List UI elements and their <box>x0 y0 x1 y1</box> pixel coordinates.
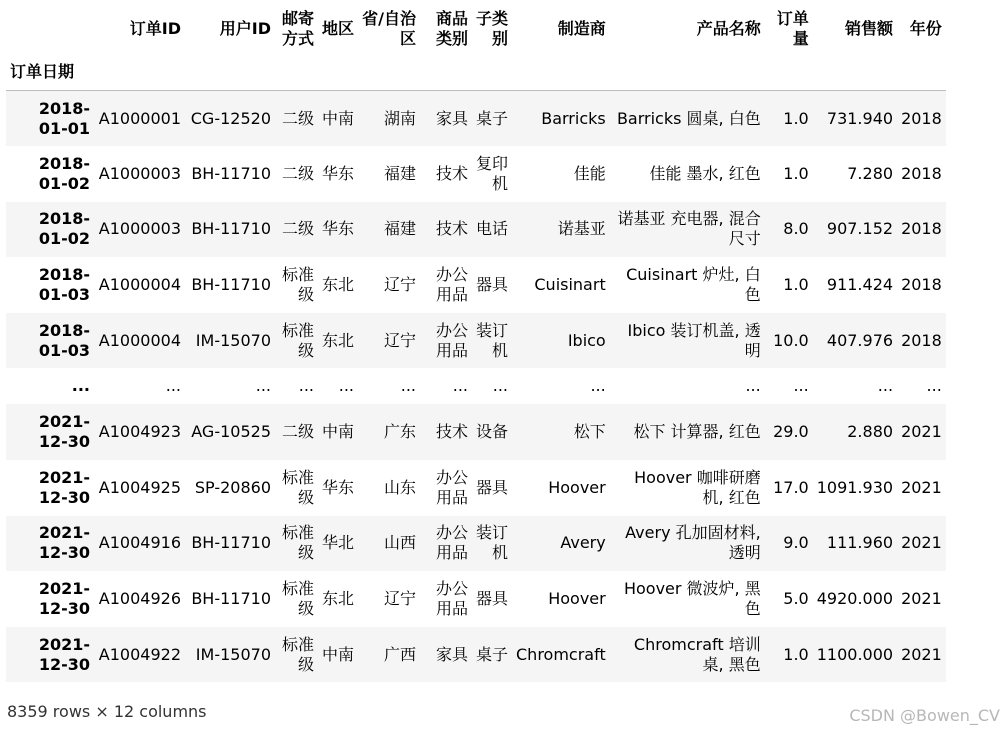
table-cell: 器具 <box>476 477 509 497</box>
table-row <box>6 257 946 313</box>
table-cell: 2021 <box>901 422 942 442</box>
watermark: CSDN @Bowen_CV <box>849 706 1000 725</box>
table-cell: 1.0 <box>783 644 809 664</box>
table-header <box>6 4 946 91</box>
table-row <box>6 516 946 572</box>
table-cell: IM-15070 <box>195 330 271 350</box>
table-cell: A1000001 <box>98 108 181 128</box>
table-cell: 办公用品 <box>435 523 468 563</box>
table-cell: Hoover 咖啡研磨机, 红色 <box>634 467 761 507</box>
table-cell: Hoover <box>548 589 606 609</box>
table-cell: 电话 <box>476 219 509 239</box>
table-cell: A1000004 <box>98 275 181 295</box>
table-cell: 办公用品 <box>435 265 468 305</box>
header-spacer-cell <box>275 54 318 91</box>
table-cell: 1100.000 <box>816 644 894 664</box>
table-cell: ... <box>338 376 354 396</box>
row-index-cell: ... <box>71 376 90 396</box>
table-cell: 17.0 <box>773 477 809 497</box>
table-cell: 1091.930 <box>816 477 894 497</box>
table-cell: Cuisinart 炉灶, 白色 <box>626 265 761 305</box>
table-cell: 7.280 <box>847 163 894 183</box>
table-cell: ... <box>745 376 761 396</box>
table-cell: 办公用品 <box>435 579 468 619</box>
table-cell: 标准级 <box>281 634 314 674</box>
table-cell: 29.0 <box>773 422 809 442</box>
table-cell: 2018 <box>901 108 942 128</box>
column-header: 用户ID <box>219 19 271 38</box>
table-cell: 111.960 <box>826 533 894 553</box>
table-cell: 中南 <box>322 422 355 442</box>
table-cell: 东北 <box>322 589 355 609</box>
row-index-cell: 2021-12-30 <box>38 412 90 452</box>
table-row <box>6 404 946 460</box>
table-cell: A1004922 <box>98 644 181 664</box>
table-cell: 技术 <box>435 163 468 183</box>
table-cell: SP-20860 <box>194 477 271 497</box>
table-cell: Ibico 装订机盖, 透明 <box>627 320 761 360</box>
table-cell: 标准级 <box>281 467 314 507</box>
header-spacer-cell <box>472 54 512 91</box>
table-cell: Ibico <box>567 330 606 350</box>
table-cell: 松下 计算器, 红色 <box>633 422 761 442</box>
table-cell: A1000003 <box>98 163 181 183</box>
table-row <box>6 313 946 369</box>
table-cell: 9.0 <box>783 533 809 553</box>
row-index-cell: 2021-12-30 <box>38 467 90 507</box>
table-cell: 2018 <box>901 163 942 183</box>
table-cell: 二级 <box>281 163 314 183</box>
table-cell: A1004925 <box>98 477 181 497</box>
table-cell: ... <box>255 376 271 396</box>
table-cell: 2021 <box>901 533 942 553</box>
table-cell: 辽宁 <box>383 275 416 295</box>
header-spacer-cell <box>765 54 813 91</box>
header-spacer-cell <box>610 54 765 91</box>
table-cell: Hoover <box>548 477 606 497</box>
table-cell: AG-10525 <box>191 422 271 442</box>
table-cell: BH-11710 <box>191 163 271 183</box>
header-spacer-cell <box>813 54 897 91</box>
header-spacer-cell <box>185 54 275 91</box>
table-cell: 福建 <box>383 163 416 183</box>
header-spacer-cell <box>94 54 185 91</box>
table-cell: 8.0 <box>783 219 809 239</box>
column-header: 年份 <box>909 19 942 38</box>
table-cell: 标准级 <box>281 523 314 563</box>
table-cell: 2018 <box>901 275 942 295</box>
table-cell: 中南 <box>322 108 355 128</box>
column-header: 制造商 <box>557 19 606 38</box>
table-cell: ... <box>877 376 894 396</box>
table-cell: Barricks 圆桌, 白色 <box>616 108 761 128</box>
row-index-cell: 2018-01-02 <box>38 153 90 193</box>
row-index-cell: 2021-12-30 <box>38 523 90 563</box>
table-cell: 911.424 <box>826 275 894 295</box>
table-cell: 诺基亚 <box>557 219 606 239</box>
table-cell: 山西 <box>383 533 416 553</box>
table-cell: ... <box>793 376 809 396</box>
table-cell: 设备 <box>476 422 509 442</box>
column-header: 地区 <box>322 19 355 38</box>
table-cell: ... <box>165 376 181 396</box>
table-cell: 器具 <box>476 275 509 295</box>
table-cell: 广东 <box>383 422 416 442</box>
table-cell: Barricks <box>541 108 606 128</box>
table-row <box>6 571 946 627</box>
table-cell: 佳能 <box>573 163 606 183</box>
table-cell: 标准级 <box>281 320 314 360</box>
column-header: 订单ID <box>129 19 181 38</box>
table-cell: BH-11710 <box>191 219 271 239</box>
table-cell: 家具 <box>435 644 468 664</box>
table-cell: Chromcraft <box>516 644 606 664</box>
table-cell: Cuisinart <box>534 275 606 295</box>
table-cell: 2.880 <box>847 422 894 442</box>
row-index-cell: 2018-01-03 <box>38 320 90 360</box>
header-spacer-cell <box>420 54 472 91</box>
table-cell: 办公用品 <box>435 467 468 507</box>
column-header: 销售额 <box>845 19 894 38</box>
table-cell: 东北 <box>322 275 355 295</box>
table-cell: Hoover 微波炉, 黑色 <box>623 579 761 619</box>
column-header: 产品名称 <box>696 19 761 38</box>
table-cell: ... <box>492 376 508 396</box>
table-row <box>6 627 946 683</box>
table-cell: BH-11710 <box>191 589 271 609</box>
table-cell: 华东 <box>322 477 355 497</box>
table-cell: 办公用品 <box>435 320 468 360</box>
table-cell: 二级 <box>281 219 314 239</box>
table-cell: 山东 <box>383 477 416 497</box>
row-index-cell: 2021-12-30 <box>38 634 90 674</box>
table-cell: 2021 <box>901 589 942 609</box>
table-cell: BH-11710 <box>191 275 271 295</box>
column-header: 订单量 <box>776 9 809 48</box>
column-header: 子类别 <box>476 9 509 48</box>
row-index-cell: 2018-01-02 <box>38 209 90 249</box>
table-cell: 4920.000 <box>816 589 894 609</box>
table-cell: 二级 <box>281 108 314 128</box>
table-cell: 东北 <box>322 330 355 350</box>
table-cell: A1000004 <box>98 330 181 350</box>
table-cell: 桌子 <box>476 108 509 128</box>
table-cell: 家具 <box>435 108 468 128</box>
table-cell: 407.976 <box>826 330 894 350</box>
table-cell: Chromcraft 培训桌, 黑色 <box>633 634 761 674</box>
header-blank-cell <box>6 4 94 54</box>
table-cell: 辽宁 <box>383 589 416 609</box>
table-cell: 华东 <box>322 163 355 183</box>
table-cell: 二级 <box>281 422 314 442</box>
table-cell: 标准级 <box>281 265 314 305</box>
table-cell: 5.0 <box>783 589 809 609</box>
table-cell: 华东 <box>322 219 355 239</box>
table-cell: A1004926 <box>98 589 181 609</box>
table-cell: IM-15070 <box>195 644 271 664</box>
table-body <box>6 91 946 683</box>
table-cell: Avery 孔加固材料, 透明 <box>625 523 761 563</box>
table-cell: ... <box>926 376 942 396</box>
table-cell: 福建 <box>383 219 416 239</box>
row-index-cell: 2018-01-01 <box>38 98 90 138</box>
table-cell: ... <box>400 376 416 396</box>
table-cell: 2021 <box>901 644 942 664</box>
table-cell: 佳能 墨水, 红色 <box>649 163 761 183</box>
dataframe-table <box>6 4 946 682</box>
header-spacer-cell <box>358 54 420 91</box>
table-cell: A1004916 <box>98 533 181 553</box>
table-cell: 731.940 <box>826 108 894 128</box>
table-cell: 1.0 <box>783 275 809 295</box>
table-cell: ... <box>590 376 606 396</box>
table-cell: 松下 <box>573 422 606 442</box>
table-cell: 华北 <box>322 533 355 553</box>
table-cell: 诺基亚 充电器, 混合尺寸 <box>617 209 761 249</box>
table-cell: 辽宁 <box>383 330 416 350</box>
table-row <box>6 91 946 147</box>
table-cell: 10.0 <box>773 330 809 350</box>
row-column-summary: 8359 rows × 12 columns <box>7 702 207 721</box>
table-cell: ... <box>452 376 468 396</box>
row-index-cell: 2021-12-30 <box>38 579 90 619</box>
header-spacer-cell <box>512 54 610 91</box>
column-header: 省/自治区 <box>362 9 416 48</box>
table-cell: 2021 <box>901 477 942 497</box>
table-cell: 2018 <box>901 219 942 239</box>
table-row <box>6 202 946 258</box>
table-cell: BH-11710 <box>191 533 271 553</box>
header-spacer-cell <box>897 54 946 91</box>
table-cell: 装订机 <box>476 523 509 563</box>
table-cell: 中南 <box>322 644 355 664</box>
table-row <box>6 146 946 202</box>
table-cell: 复印机 <box>476 153 509 193</box>
column-header: 邮寄方式 <box>281 9 314 48</box>
table-cell: A1000003 <box>98 219 181 239</box>
ellipsis-row <box>6 368 946 404</box>
table-cell: 技术 <box>435 219 468 239</box>
table-cell: 桌子 <box>476 644 509 664</box>
column-header: 商品类别 <box>435 9 468 48</box>
table-cell: 907.152 <box>826 219 894 239</box>
index-name-header: 订单日期 <box>10 62 75 81</box>
table-cell: 广西 <box>383 644 416 664</box>
table-cell: 装订机 <box>476 320 509 360</box>
table-cell: 1.0 <box>783 163 809 183</box>
table-cell: 器具 <box>476 589 509 609</box>
table-cell: 标准级 <box>281 579 314 619</box>
table-cell: 2018 <box>901 330 942 350</box>
table-cell: Avery <box>560 533 606 553</box>
row-index-cell: 2018-01-03 <box>38 265 90 305</box>
table-cell: A1004923 <box>98 422 181 442</box>
table-cell: 1.0 <box>783 108 809 128</box>
header-spacer-cell <box>318 54 358 91</box>
table-cell: 技术 <box>435 422 468 442</box>
table-cell: CG-12520 <box>190 108 271 128</box>
table-row <box>6 460 946 516</box>
table-cell: 湖南 <box>383 108 416 128</box>
table-cell: ... <box>298 376 314 396</box>
